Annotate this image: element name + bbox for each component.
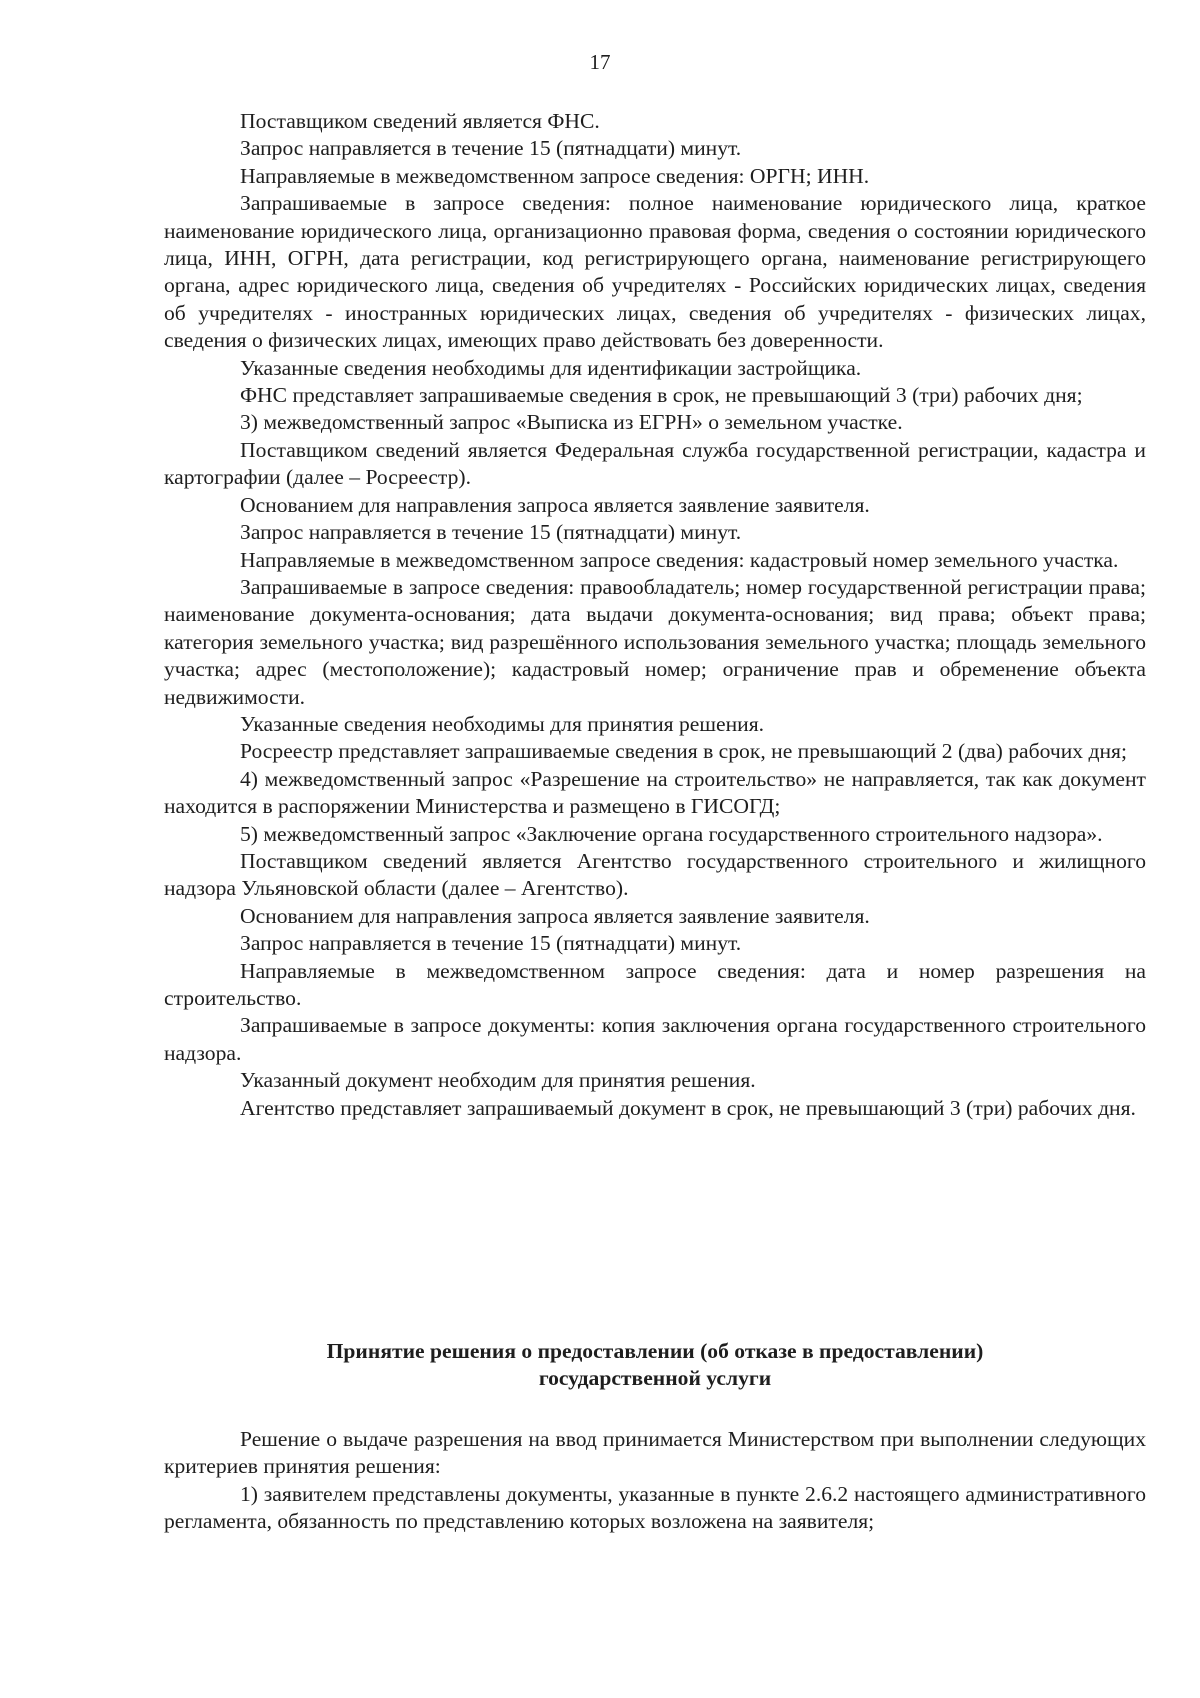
paragraph: Запрос направляется в течение 15 (пятнадцати) минут. — [240, 931, 742, 956]
paragraph: Указанные сведения необходимы для принятия решения. — [240, 711, 765, 736]
paragraph: Указанный документ необходим для принятия решения. — [240, 1068, 756, 1093]
paragraph: Направляемые в межведомственном запросе сведения: кадастровый номер земельного участка. — [240, 547, 1119, 572]
paragraph: Поставщиком сведений является ФНС. — [240, 109, 600, 133]
paragraph: Указанные сведения необходимы для идентификации застройщика. — [240, 355, 862, 380]
paragraph: Запрашиваемые в запросе сведения: полное наименование юридического лица, краткое наименование юридического лица, организационно правовая форма, сведения о состоянии юридического лица, ИНН, ОГРН, дата регистрации, код регистрирующего органа, наименование регистрирующего органа, адрес юридического лица, сведения об учредителях - Российских юридических лицах, сведения об учредителях - иностранных юридических лицах, сведения об учредителях - физических лицах, сведения о физических лицах, имеющих право действовать без доверенности. — [164, 191, 1146, 353]
section-heading-line: государственной услуги — [538, 1366, 772, 1391]
paragraph: Направляемые в межведомственном запросе сведения: ОРГН; ИНН. — [240, 163, 870, 188]
paragraph: Росреестр представляет запрашиваемые сведения в срок, не превышающий 2 (два) рабочих дня; — [240, 739, 1127, 764]
paragraph: 5) межведомственный запрос «Заключение органа государственного строительного надзора». — [240, 821, 1103, 846]
paragraph: Поставщиком сведений является Агентство государственного строительного и жилищного надзора Ульяновской области (далее – Агентство). — [164, 848, 1146, 901]
paragraph: Поставщиком сведений является Федеральная служба государственной регистрации, кадастра и картографии (далее – Росреестр). — [164, 437, 1146, 490]
paragraph: Направляемые в межведомственном запросе сведения: дата и номер разрешения на строительство. — [164, 958, 1146, 1010]
paragraph: Запрашиваемые в запросе документы: копия заключения органа государственного строительного надзора. — [164, 1013, 1146, 1065]
paragraph: 4) межведомственный запрос «Разрешение на строительство» не направляется, так как документ находится в распоряжении Министерства и размещено в ГИСОГД; — [164, 766, 1146, 819]
section-heading — [164, 1338, 1146, 1393]
paragraph: Запрос направляется в течение 15 (пятнадцати) минут. — [240, 520, 742, 545]
page-number: 17 — [589, 50, 611, 74]
body-text-after-heading — [164, 1426, 1146, 1536]
paragraph: Основанием для направления запроса является заявление заявителя. — [240, 492, 870, 517]
paragraph: Решение о выдаче разрешения на ввод принимается Министерством при выполнении следующих критериев принятия решения: — [164, 1427, 1146, 1479]
paragraph: Основанием для направления запроса является заявление заявителя. — [240, 903, 870, 928]
section-heading-line: Принятие решения о предоставлении (об отказе в предоставлении) — [326, 1339, 984, 1363]
paragraph: 3) межведомственный запрос «Выписка из ЕГРН» о земельном участке. — [240, 410, 903, 435]
paragraph: Запрашиваемые в запросе сведения: правообладатель; номер государственной регистрации права; наименование документа-основания; дата выдачи документа-основания; вид права; объект права; категория земельного участка; вид разрешённого использования земельного участка; площадь земельного участка; адрес (местоположение); кадастровый номер; ограничение прав и обременение объекта недвижимости. — [164, 574, 1146, 709]
paragraph: Запрос направляется в течение 15 (пятнадцати) минут. — [240, 136, 742, 161]
paragraph: Агентство представляет запрашиваемый документ в срок, не превышающий 3 (три) рабочих дня. — [240, 1095, 1136, 1120]
paragraph: 1) заявителем представлены документы, указанные в пункте 2.6.2 настоящего административного регламента, обязанность по представлению которых возложена на заявителя; — [164, 1481, 1146, 1534]
paragraph: ФНС представляет запрашиваемые сведения в срок, не превышающий 3 (три) рабочих дня; — [240, 383, 1083, 408]
body-text — [164, 108, 1146, 1122]
